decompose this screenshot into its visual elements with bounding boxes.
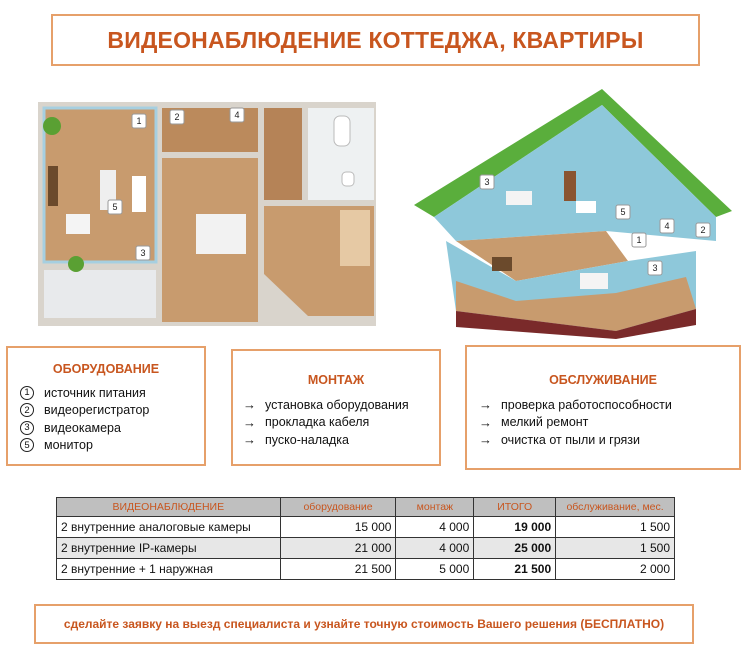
arrow-right-icon: → xyxy=(479,414,492,430)
row-total: 19 000 xyxy=(474,517,556,538)
service-list xyxy=(479,396,672,449)
row-total: 21 500 xyxy=(474,559,556,580)
list-item: → установка оборудования xyxy=(243,397,409,413)
floorplan-image xyxy=(8,94,376,326)
table-row xyxy=(57,559,675,580)
header-equipment: оборудование xyxy=(280,498,396,517)
house-image xyxy=(396,81,741,339)
install-title: МОНТАЖ xyxy=(307,373,365,387)
list-item: → мелкий ремонт xyxy=(479,414,589,430)
house-marker-4: 4 xyxy=(664,221,670,231)
row-total: 25 000 xyxy=(474,538,556,559)
row-name: 2 внутренние IP-камеры xyxy=(57,538,281,559)
service-panel xyxy=(465,345,741,470)
row-equipment: 21 000 xyxy=(280,538,396,559)
price-table xyxy=(56,497,675,580)
list-item: 2 видеорегистратор xyxy=(20,402,149,420)
list-item: → очистка от пыли и грязи xyxy=(479,432,641,448)
equipment-title: ОБОРУДОВАНИЕ xyxy=(52,362,160,376)
list-item: 1 источник питания xyxy=(20,384,149,402)
row-install: 4 000 xyxy=(396,538,474,559)
floorplan-marker-3: 3 xyxy=(140,248,146,258)
arrow-right-icon: → xyxy=(243,397,256,413)
row-name: 2 внутренние + 1 наружная xyxy=(57,559,281,580)
footer-box xyxy=(34,604,694,644)
list-item: 3 видеокамера xyxy=(20,419,149,437)
service-title: ОБСЛУЖИВАНИЕ xyxy=(549,373,657,387)
page-title: ВИДЕОНАБЛЮДЕНИЕ КОТТЕДЖА, КВАРТИРЫ xyxy=(107,26,644,53)
floorplan-marker-5: 5 xyxy=(112,202,118,212)
house-marker-5: 5 xyxy=(620,207,626,217)
list-item: → прокладка кабеля xyxy=(243,414,370,430)
arrow-right-icon: → xyxy=(243,432,256,448)
title-box xyxy=(51,14,700,66)
install-panel xyxy=(231,349,441,466)
number-circle-icon: 1 xyxy=(20,386,34,400)
floorplan-marker-1: 1 xyxy=(136,116,142,126)
table-row xyxy=(57,538,675,559)
arrow-right-icon: → xyxy=(479,432,492,448)
table-header-row xyxy=(57,498,675,517)
row-equipment: 21 500 xyxy=(280,559,396,580)
row-install: 5 000 xyxy=(396,559,474,580)
header-install: монтаж xyxy=(396,498,474,517)
header-service-month: обслуживание, мес. xyxy=(556,498,675,517)
house-marker-3a: 3 xyxy=(484,177,490,187)
house-marker-3b: 3 xyxy=(652,263,658,273)
table-row xyxy=(57,517,675,538)
list-item: → проверка работоспособности xyxy=(479,397,672,413)
footer-cta: сделайте заявку на выезд специалиста и узнайте точную стоимость Вашего решения (БЕСПЛАТНО) xyxy=(63,617,665,631)
floorplan-marker-4: 4 xyxy=(234,110,240,120)
row-service: 1 500 xyxy=(556,538,675,559)
equipment-panel xyxy=(6,346,206,466)
row-install: 4 000 xyxy=(396,517,474,538)
number-circle-icon: 5 xyxy=(20,438,34,452)
list-item: 5 монитор xyxy=(20,437,149,455)
install-list xyxy=(243,396,409,449)
row-service: 1 500 xyxy=(556,517,675,538)
list-item: → пуско-наладка xyxy=(243,432,349,448)
number-circle-icon: 2 xyxy=(20,403,34,417)
equipment-list xyxy=(20,384,149,454)
arrow-right-icon: → xyxy=(243,414,256,430)
number-circle-icon: 3 xyxy=(20,421,34,435)
row-name: 2 внутренние аналоговые камеры xyxy=(57,517,281,538)
house-marker-2: 2 xyxy=(700,225,706,235)
header-total: ИТОГО xyxy=(474,498,556,517)
floorplan-marker-2: 2 xyxy=(174,112,180,122)
header-service-type: ВИДЕОНАБЛЮДЕНИЕ xyxy=(57,498,281,517)
house-marker-1: 1 xyxy=(636,235,642,245)
row-equipment: 15 000 xyxy=(280,517,396,538)
row-service: 2 000 xyxy=(556,559,675,580)
arrow-right-icon: → xyxy=(479,397,492,413)
